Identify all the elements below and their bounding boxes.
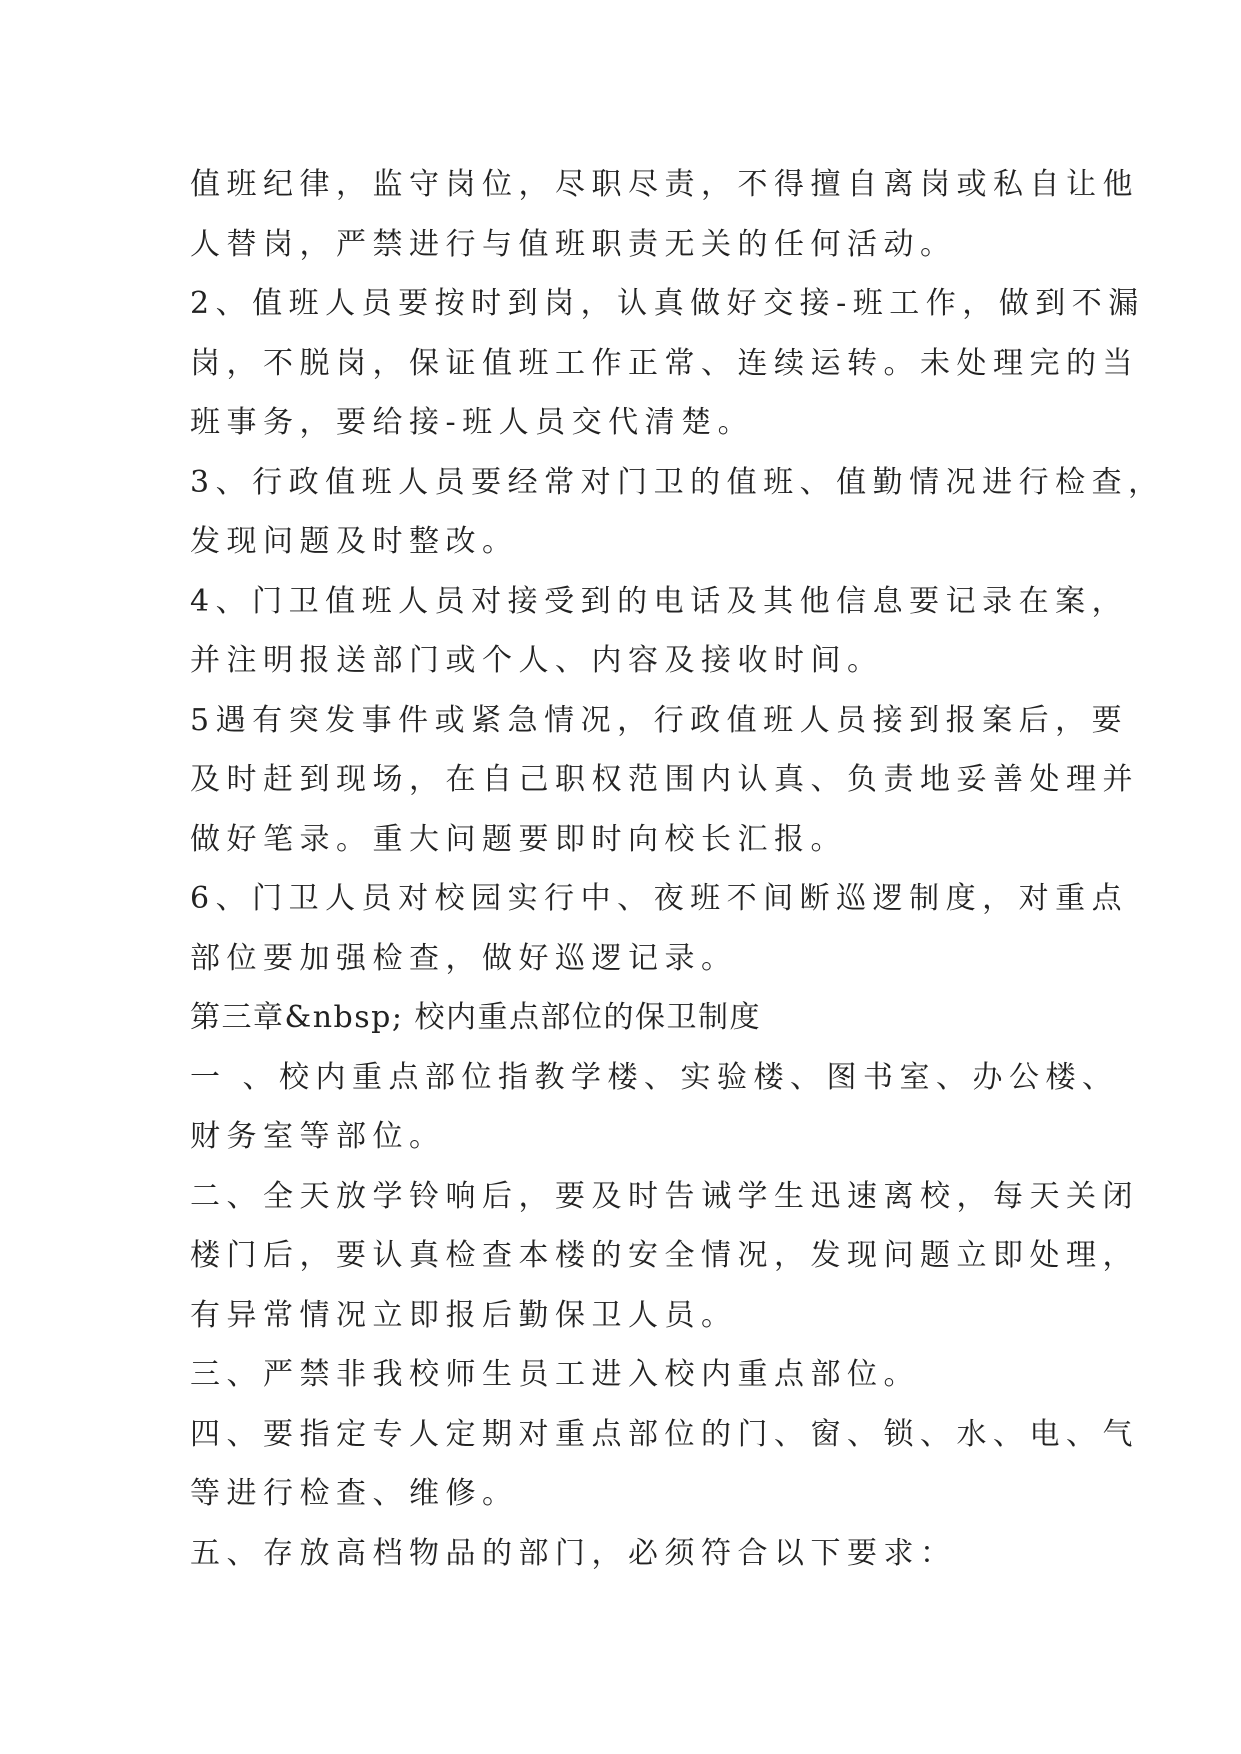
document-body [190,155,1165,1583]
text-line: 财务室等部位。 [190,1119,446,1154]
text-line: 人替岗，严禁进行与值班职责无关的任何活动。 [190,226,957,262]
text-line: 6、门卫人员对校园实行中、夜班不间断巡逻制度，对重点 [190,881,1129,916]
text-line: 四、要指定专人定期对重点部位的门、窗、锁、水、电、气 [190,1416,1139,1452]
text-line: 有异常情况立即报后勤保卫人员。 [190,1297,738,1333]
text-line: 做好笔录。重大问题要即时向校长汇报。 [190,821,847,857]
text-line: 楼门后，要认真检查本楼的安全情况，发现问题立即处理， [190,1238,1139,1273]
text-line: 5遇有突发事件或紧急情况，行政值班人员接到报案后，要 [190,702,1129,738]
text-line: 发现问题及时整改。 [190,524,519,559]
chapter-heading: 第三章&nbsp; 校内重点部位的保卫制度 [190,1000,761,1035]
text-line: 三、严禁非我校师生员工进入校内重点部位。 [190,1357,920,1392]
text-line: 3、行政值班人员要经常对门卫的值班、值勤情况进行检查， [190,464,1165,500]
text-line: 等进行检查、维修。 [190,1476,519,1511]
text-line: 及时赶到现场，在自己职权范围内认真、负责地妥善处理并 [190,762,1139,797]
text-line: 值班纪律，监守岗位，尽职尽责，不得擅自离岗或私自让他 [190,167,1139,202]
text-line: 五、存放高档物品的部门，必须符合以下要求： [190,1535,957,1571]
text-line: 部位要加强检查，做好巡逻记录。 [190,940,738,976]
text-line: 岗，不脱岗，保证值班工作正常、连续运转。未处理完的当 [190,345,1139,381]
text-line: 并注明报送部门或个人、内容及接收时间。 [190,643,884,678]
text-line: 4、门卫值班人员对接受到的电话及其他信息要记录在案， [190,583,1129,619]
text-line: 二、全天放学铃响后，要及时告诫学生迅速离校，每天关闭 [190,1178,1139,1214]
text-line: 2、值班人员要按时到岗，认真做好交接-班工作，做到不漏 [190,286,1145,321]
text-line: 班事务，要给接-班人员交代清楚。 [190,405,755,440]
text-line: 一 、校内重点部位指教学楼、实验楼、图书室、办公楼、 [190,1059,1119,1095]
